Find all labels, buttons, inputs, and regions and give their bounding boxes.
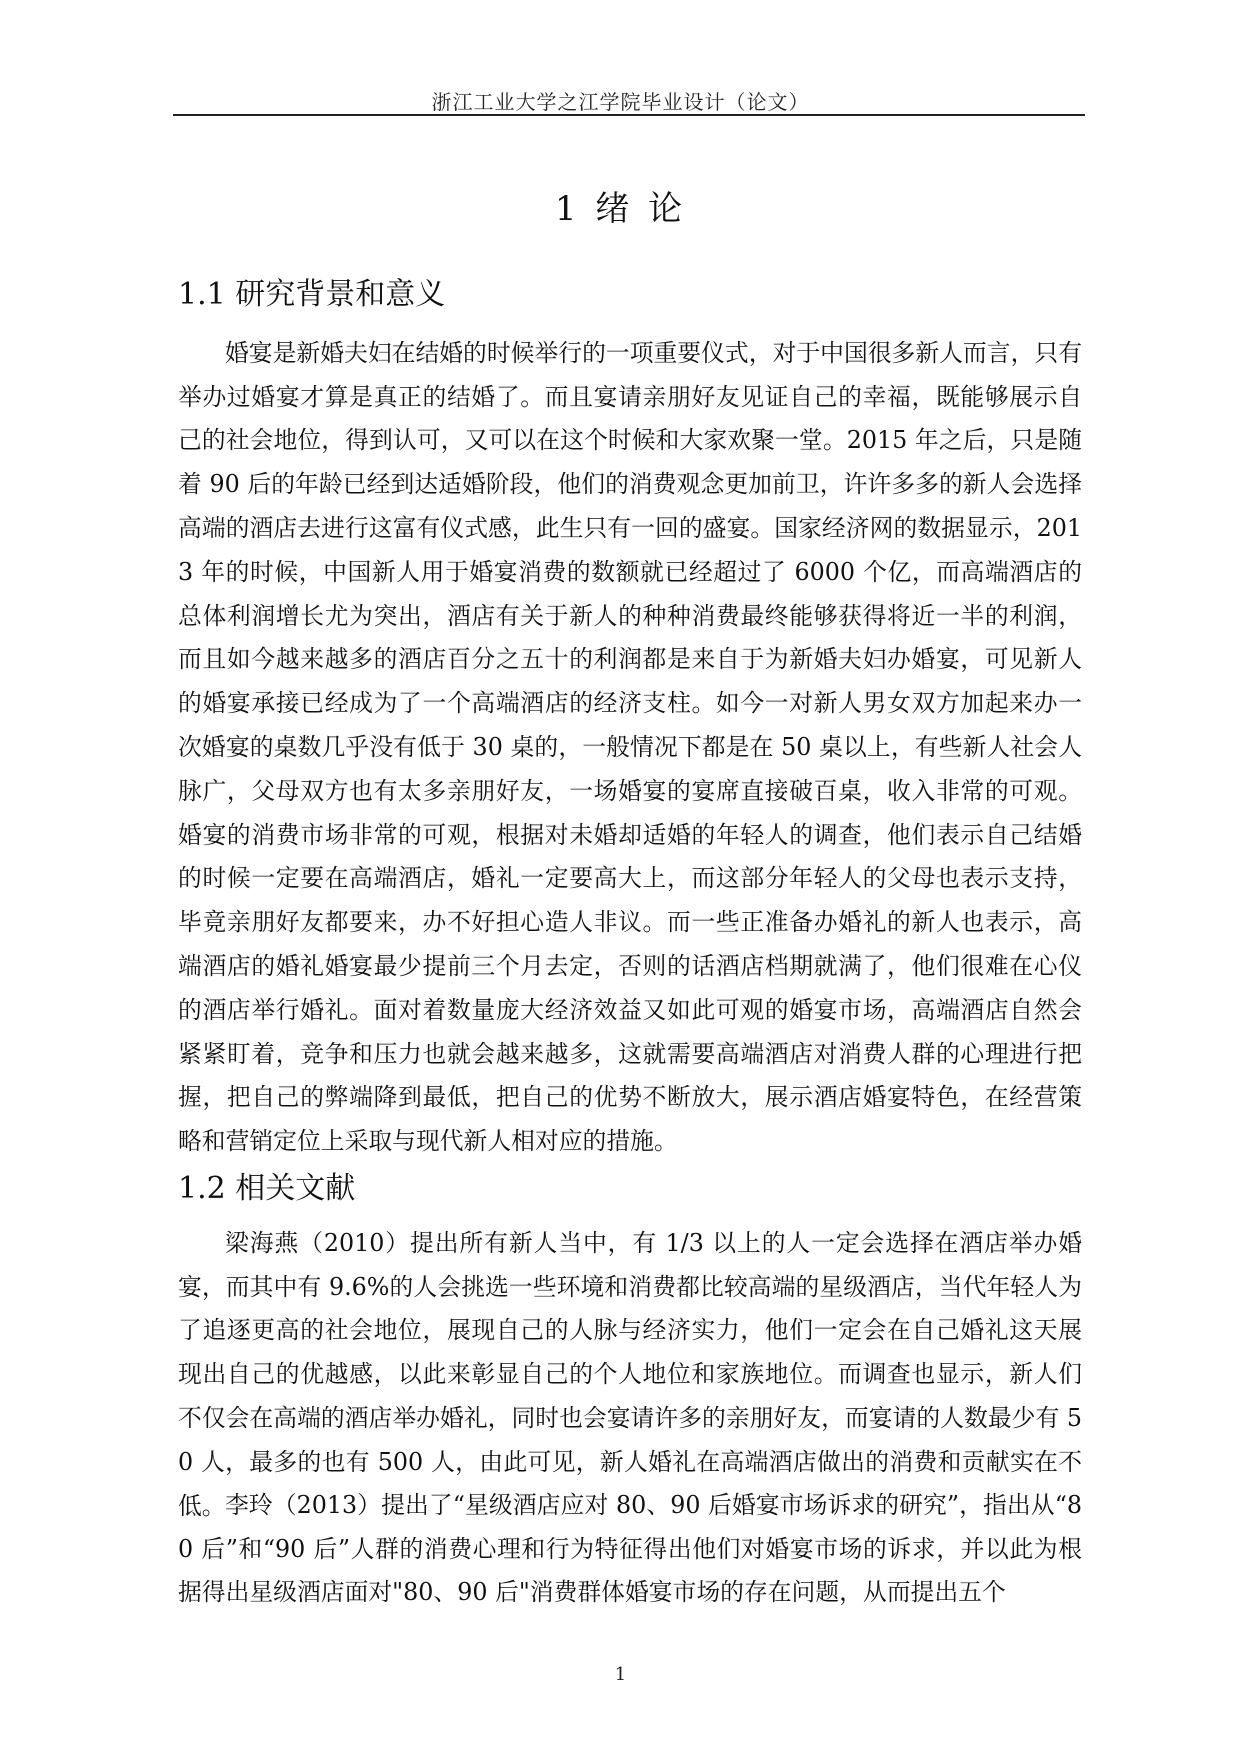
- chapter-title: 1 绪 论: [554, 188, 687, 229]
- section-title-1-2: 1.2 相关文献: [178, 1170, 356, 1206]
- page-number: 1: [614, 1664, 627, 1685]
- running-header: 浙江工业大学之江学院毕业设计（论文）: [431, 90, 810, 114]
- body-paragraph: 李玲（2013）提出了“星级酒店应对 80、90 后婚宴市场诉求的研究”，指出从“80 后”和“90 后”人群的消费心理和行为特征得出他们对婚宴市场的诉求，并以此为根据得出星级酒店面对"80、90 后"消费群体婚宴市场的存在问题，从而提出五个: [178, 1490, 1082, 1607]
- body-paragraph: 梁海燕（2010）提出所有新人当中，有 1/3 以上的人一定会选择在酒店举办婚宴，而其中有 9.6%的人会挑选一些环境和消费都比较高端的星级酒店，当代年轻人为了追逐更高的社会地位，展现自己的人脉与经济实力，他们一定会在自己婚礼这天展现出自己的优越感，以此来彰显自己的个人地位和家族地位。而调查也显示，新人们不仅会在高端的酒店举办婚礼，同时也会宴请许多的亲朋好友，而宴请的人数最少有 50 人，最多的也有 500 人，由此可见，新人婚礼在高端酒店做出的消费和贡献实在不低。: [178, 1228, 1082, 1520]
- section-title-1-1: 1.1 研究背景和意义: [178, 276, 446, 312]
- header-divider: [173, 114, 1085, 116]
- body-paragraph: 婚宴是新婚夫妇在结婚的时候举行的一项重要仪式，对于中国很多新人而言，只有举办过婚宴才算是真正的结婚了。而且宴请亲朋好友见证自己的幸福，既能够展示自己的社会地位，得到认可，又可以在这个时候和大家欢聚一堂。2015 年之后，只是随着 90 后的年龄已经到达适婚阶段，他们的消费观念更加前卫，许许多多的新人会选择高端的酒店去进行这富有仪式感，此生只有一回的盛宴。国家经济网的数据显示，2013 年的时候，中国新人用于婚宴消费的数额就已经超过了 6000 个亿，而高端酒店的总体利润增长尤为突出，酒店有关于新人的种种消费最终能够获得将近一半的利润，而且如今越来越多的酒店百分之五十的利润都是来自于为新婚夫妇办婚宴，可见新人的婚宴承接已经成为了一个高端酒店的经济支柱。如今一对新人男女双方加起来办一次婚宴的桌数几乎没有低于 30 桌的，一般情况下都是在 50 桌以上，有些新人社会人脉广，父母双方也有太多亲朋好友，一场婚宴的宴席直接破百桌，收入非常的可观。婚宴的消费市场非常的可观，根据对未婚却适婚的年轻人的调查，他们表示自己结婚的时候一定要在高端酒店，婚礼一定要高大上，而这部分年轻人的父母也表示支持，毕竟亲朋好友都要来，办不好担心造人非议。而一些正准备办婚礼的新人也表示，高端酒店的婚礼婚宴最少提前三个月去定，否则的话酒店档期就满了，他们很难在心仪的酒店举行婚礼。面对着数量庞大经济效益又如此可观的婚宴市场，高端酒店自然会紧紧盯着，竞争和压力也就会越来越多，这就需要高端酒店对消费人群的心理进行把握，把自己的弊端降到最低，把自己的优势不断放大，展示酒店婚宴特色，在经营策略和营销定位上采取与现代新人相对应的措施。: [178, 338, 1082, 1156]
